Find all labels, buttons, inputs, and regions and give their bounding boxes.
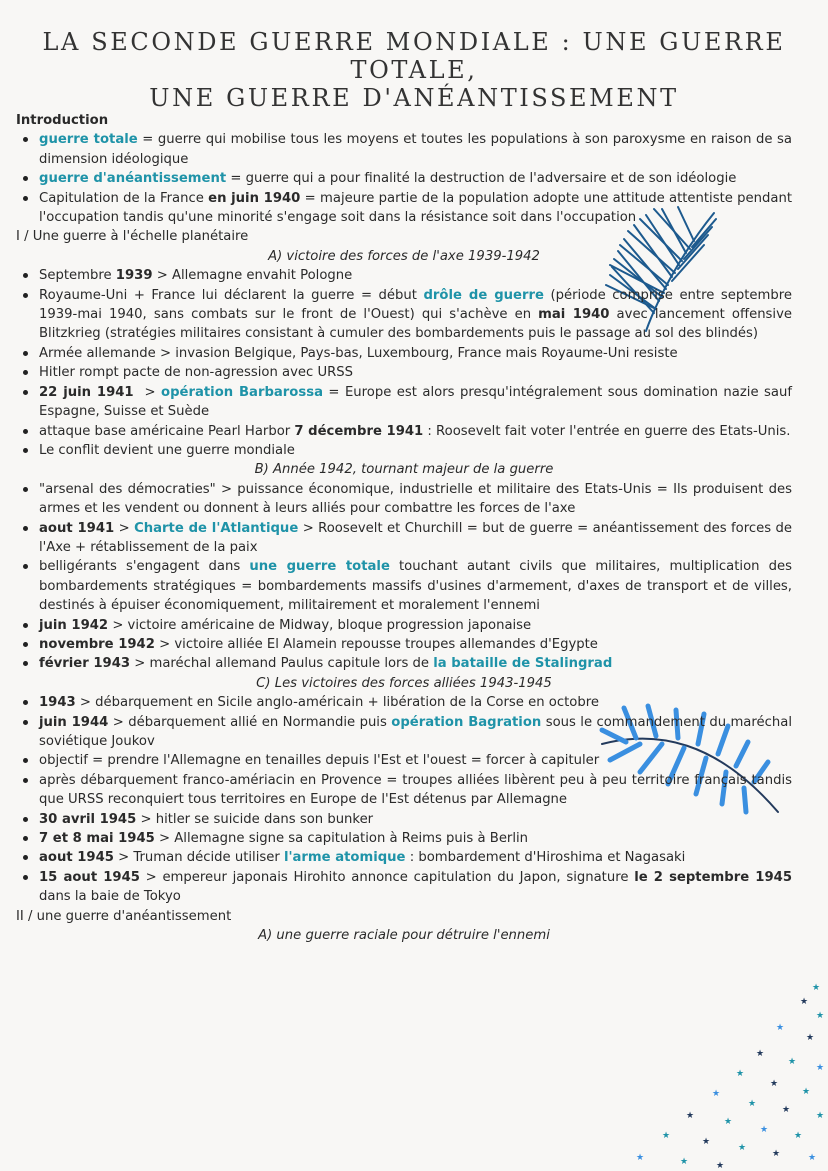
svg-text:★: ★ — [808, 1153, 817, 1163]
svg-text:★: ★ — [776, 1023, 785, 1033]
svg-text:★: ★ — [816, 1063, 825, 1073]
intro-heading: Introduction — [16, 113, 109, 128]
list-item: 7 et 8 mai 1945 > Allemagne signe sa capitulation à Reims puis à Berlin — [39, 829, 792, 848]
part1-subB-list — [16, 480, 792, 674]
list-item: Le conflit devient une guerre mondiale — [39, 441, 792, 460]
document-body — [16, 111, 792, 945]
list-item: 1943 > débarquement en Sicile anglo-américain + libération de la Corse en octobre — [39, 693, 792, 712]
svg-text:★: ★ — [812, 983, 821, 993]
list-item: 15 aout 1945 > empereur japonais Hirohito annonce capitulation du Japon, signature le 2 septembre 1945 dans la baie de Tokyo — [39, 868, 792, 907]
svg-text:★: ★ — [748, 1099, 757, 1109]
part2-heading: II / une guerre d'anéantissement — [16, 908, 232, 924]
list-item: juin 1944 > débarquement allié en Normandie puis opération Bagration sous le commandement du maréchal soviétique Joukov — [39, 713, 792, 752]
svg-text:★: ★ — [816, 1111, 825, 1121]
list-item: aout 1941 > Charte de l'Atlantique > Roosevelt et Churchill = but de guerre = anéantissement des forces de l'Axe + rétablissement de la paix — [39, 519, 792, 558]
list-item: guerre totale = guerre qui mobilise tous les moyens et toutes les populations à son paroxysme en raison de sa dimension idéologique — [39, 130, 792, 169]
list-item: belligérants s'engagent dans une guerre totale touchant autant civils que militaires, multiplication des bombardements stratégiques = bombardements massifs d'usines d'armement, d'axes de transport et de villes, destinés à épuiser économiquement, militairement et moralement l'ennemi — [39, 557, 792, 615]
list-item: "arsenal des démocraties" > puissance économique, industrielle et militaire des Etats-Unis = Ils produisent des armes et les vendent ou donnent à leurs alliés pour combattre les forces de l'axe — [39, 480, 792, 519]
svg-text:★: ★ — [736, 1069, 745, 1079]
svg-text:★: ★ — [738, 1143, 747, 1153]
svg-text:★: ★ — [680, 1157, 689, 1167]
svg-text:★: ★ — [770, 1079, 779, 1089]
svg-text:★: ★ — [802, 1087, 811, 1097]
part1-subB-title: B) Année 1942, tournant majeur de la guerre — [254, 462, 554, 478]
list-item: Armée allemande > invasion Belgique, Pays-bas, Luxembourg, France mais Royaume-Uni resiste — [39, 344, 792, 363]
svg-text:★: ★ — [724, 1117, 733, 1127]
svg-text:★: ★ — [782, 1105, 791, 1115]
svg-text:★: ★ — [794, 1131, 803, 1141]
svg-text:★: ★ — [686, 1111, 695, 1121]
title-line-2: UNE GUERRE D'ANÉANTISSEMENT — [149, 84, 679, 112]
svg-text:★: ★ — [760, 1125, 769, 1135]
list-item: Septembre 1939 > Allemagne envahit Pologne — [39, 266, 792, 285]
part1-subA-title: A) victoire des forces de l'axe 1939-1942 — [268, 248, 540, 264]
svg-text:★: ★ — [816, 1011, 825, 1021]
part2-subA-title: A) une guerre raciale pour détruire l'ennemi — [258, 928, 550, 944]
part1-heading: I / Une guerre à l'échelle planétaire — [16, 229, 249, 245]
svg-text:★: ★ — [662, 1131, 671, 1141]
part1-subC-list — [16, 693, 792, 906]
list-item: juin 1942 > victoire américaine de Midway, bloque progression japonaise — [39, 616, 792, 635]
part1-subA-list — [16, 266, 792, 460]
page-title — [0, 28, 828, 112]
list-item: Hitler rompt pacte de non-agression avec URSS — [39, 363, 792, 382]
svg-text:★: ★ — [702, 1137, 711, 1147]
svg-text:★: ★ — [756, 1049, 765, 1059]
list-item: Capitulation de la France en juin 1940 = majeure partie de la population adopte une attitude attentiste pendant l'occupation tandis qu'une minorité s'engage soit dans la résistance soit dans l'occupation — [39, 189, 792, 228]
list-item: guerre d'anéantissement = guerre qui a pour finalité la destruction de l'adversaire et de son idéologie — [39, 169, 792, 188]
star-confetti-icon — [616, 978, 828, 1171]
list-item: 22 juin 1941 > opération Barbarossa = Europe est alors presqu'intégralement sous domination nazie sauf Espagne, Suisse et Suède — [39, 383, 792, 422]
intro-list — [16, 130, 792, 227]
list-item: février 1943 > maréchal allemand Paulus capitule lors de la bataille de Stalingrad — [39, 654, 792, 673]
list-item: objectif = prendre l'Allemagne en tenailles depuis l'Est et l'ouest = forcer à capituler — [39, 751, 792, 770]
list-item: 30 avril 1945 > hitler se suicide dans son bunker — [39, 810, 792, 829]
list-item: novembre 1942 > victoire alliée El Alamein repousse troupes allemandes d'Egypte — [39, 635, 792, 654]
svg-text:★: ★ — [806, 1033, 815, 1043]
list-item: Royaume-Uni + France lui déclarent la guerre = début drôle de guerre (période comprise entre septembre 1939-mai 1940, sans combats sur le front de l'Ouest) qui s'achève en mai 1940 avec lancement offensive Blitzkrieg (stratégies militaires consistant à cumuler des bombardements puis le passage au sol des blindés) — [39, 286, 792, 344]
list-item: après débarquement franco-amériacin en Provence = troupes alliées libèrent peu à peu territoire français tandis que URSS reconquiert tous territoires en Europe de l'Est détenus par Allemagne — [39, 771, 792, 810]
svg-text:★: ★ — [636, 1153, 645, 1163]
part1-subC-title: C) Les victoires des forces alliées 1943-1945 — [256, 675, 552, 691]
svg-text:★: ★ — [772, 1149, 781, 1159]
title-line-1: LA SECONDE GUERRE MONDIALE : UNE GUERRE TOTALE, — [42, 28, 786, 84]
svg-text:★: ★ — [800, 997, 809, 1007]
svg-text:★: ★ — [716, 1161, 725, 1171]
list-item: aout 1945 > Truman décide utiliser l'arme atomique : bombardement d'Hiroshima et Nagasaki — [39, 848, 792, 867]
svg-text:★: ★ — [712, 1089, 721, 1099]
svg-text:★: ★ — [788, 1057, 797, 1067]
list-item: attaque base américaine Pearl Harbor 7 décembre 1941 : Roosevelt fait voter l'entrée en guerre des Etats-Unis. — [39, 422, 792, 441]
